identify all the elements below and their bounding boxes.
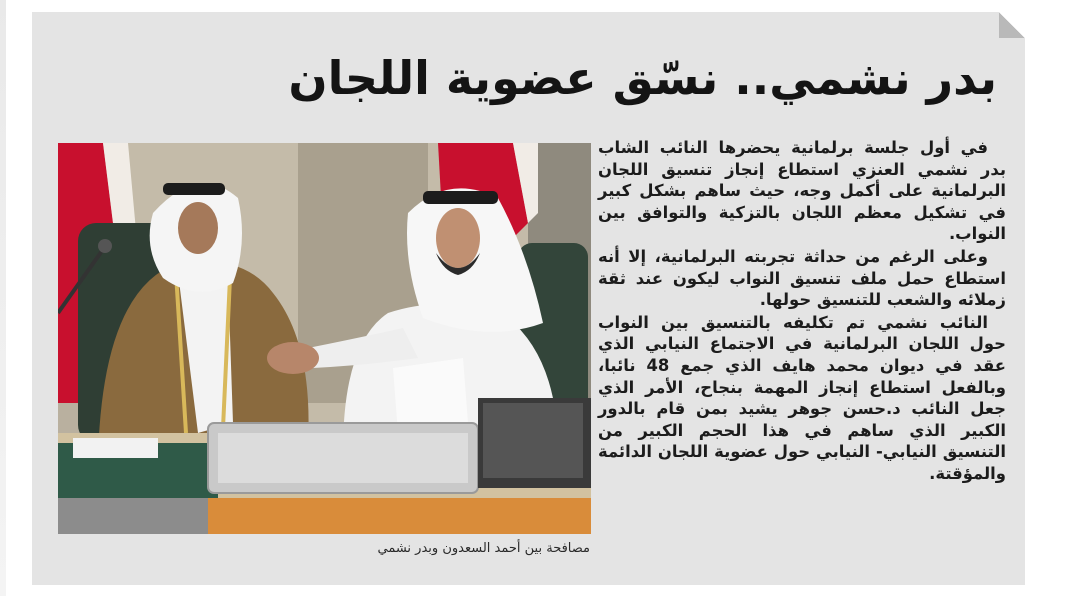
article-body [598, 137, 1006, 486]
article-paragraph: وعلى الرغم من حداثة تجربته البرلمانية، إلا أنه استطاع حمل ملف تنسيق النواب ليكون عند ثقة زملائه والشعب للتنسيق حولها. [598, 246, 1006, 310]
left-edge-strip [0, 0, 6, 596]
headline: بدر نشمي.. نسّق عضوية اللجان [288, 51, 997, 105]
handshake-photo-illustration [58, 143, 591, 534]
article-paragraph: النائب نشمي تم تكليفه بالتنسيق بين النواب حول اللجان البرلمانية في الاجتماع النيابي الذي عقد في ديوان محمد هايف الذي جمع 48 نائبا، وبالفعل استطاع إنجاز المهمة بنجاح، الأمر الذي جعل النائب د.حسن جوهر يشيد بمن قام بالدور الكبير الذي ساهم في هذا الحجم الكبير من التنسيق النيابي- النيابي حول عضوية اللجان الدائمة والمؤقتة. [598, 312, 1006, 483]
news-photo [58, 143, 591, 534]
folded-corner [999, 12, 1025, 38]
handshake [267, 342, 319, 374]
article-paragraph: في أول جلسة برلمانية يحضرها النائب الشاب بدر نشمي العنزي استطاع إنجاز تنسيق اللجان البرلمانية على أكمل وجه، حيث ساهم بشكل كبير في تشكيل معظم اللجان بالتزكية والتوافق بين النواب. [598, 138, 1006, 244]
photo-caption: مصافحة بين أحمد السعدون وبدر نشمي [377, 541, 590, 556]
